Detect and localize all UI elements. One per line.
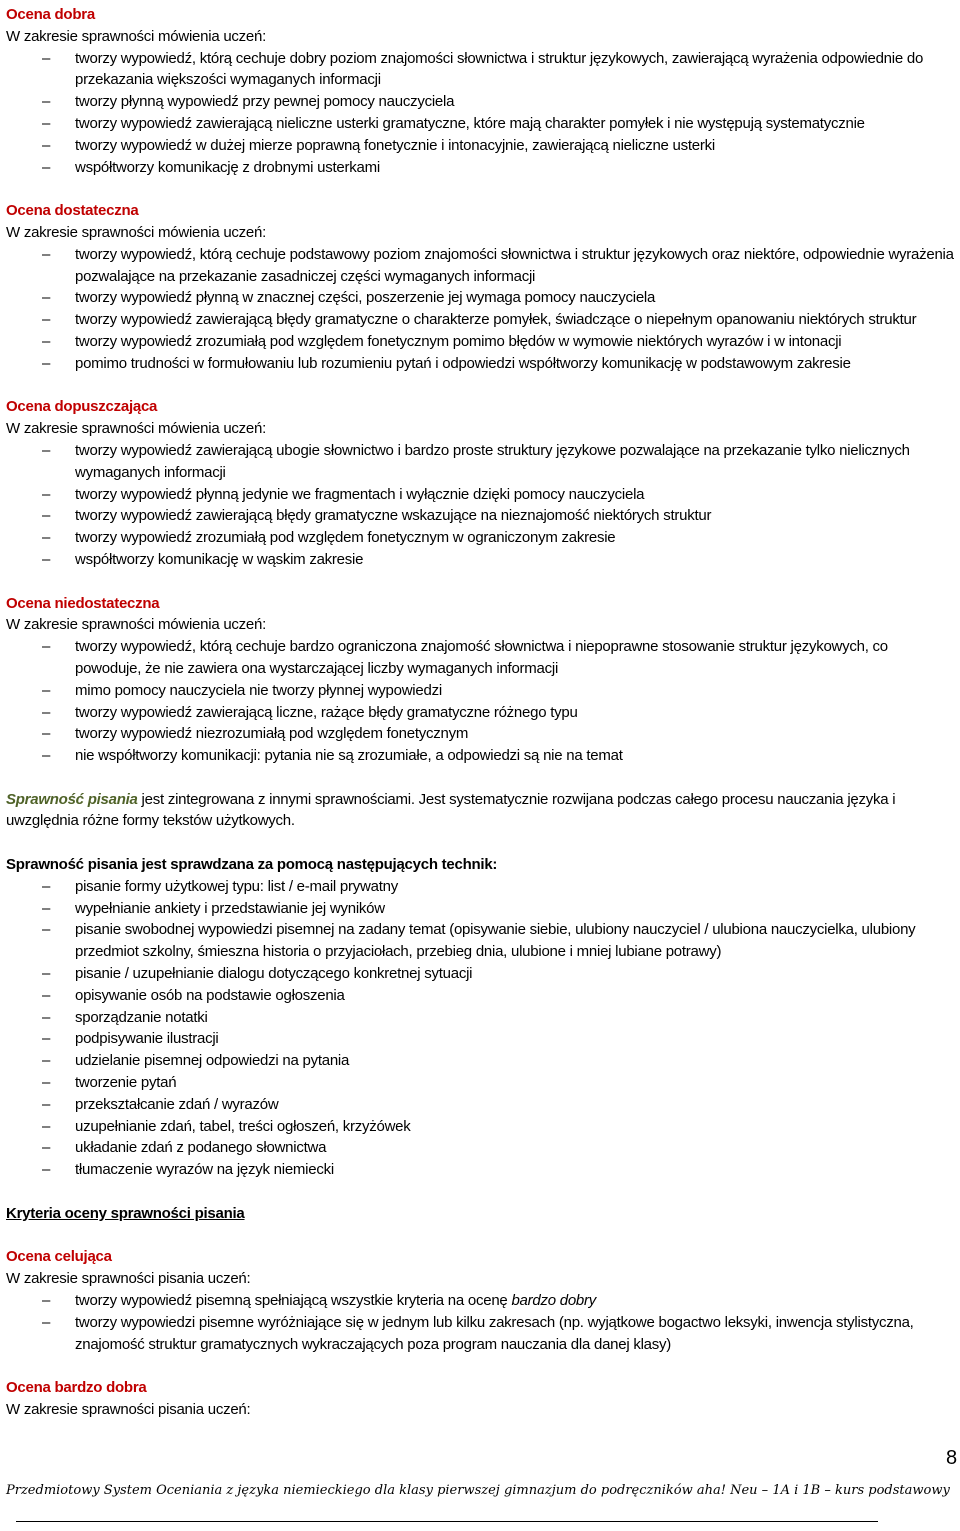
dash-marker: – bbox=[42, 1095, 51, 1113]
page-number: 8 bbox=[946, 1447, 958, 1469]
dash-marker: – bbox=[42, 899, 51, 917]
dash-marker: – bbox=[42, 529, 51, 547]
list-item bbox=[6, 505, 954, 527]
footer-rule bbox=[16, 1521, 878, 1522]
grade-section bbox=[6, 4, 954, 200]
grade-section bbox=[6, 200, 954, 396]
item-text: tłumaczenie wyrazów na język niemiecki bbox=[75, 1161, 334, 1179]
list-item bbox=[6, 1116, 954, 1138]
dash-marker: – bbox=[42, 747, 51, 765]
item-text: tworzy wypowiedź niezrozumiałą pod względem fonetycznym bbox=[75, 725, 469, 743]
item-text: uzupełnianie zdań, tabel, treści ogłoszeń, krzyżówek bbox=[75, 1117, 411, 1135]
dash-marker: – bbox=[42, 1313, 51, 1331]
grade-intro: W zakresie sprawności mówienia uczeń: bbox=[6, 616, 267, 634]
dash-marker: – bbox=[42, 1074, 51, 1092]
item-italic-text: bardzo dobry bbox=[511, 1292, 597, 1310]
list-item bbox=[6, 527, 954, 549]
item-text: tworzy wypowiedź pisemną spełniającą wszystkie kryteria na ocenę bbox=[75, 1292, 512, 1310]
list-item bbox=[6, 1007, 954, 1029]
list-item bbox=[6, 48, 954, 92]
item-text: nie współtworzy komunikacji: pytania nie są zrozumiałe, a odpowiedzi są nie na temat bbox=[75, 747, 623, 765]
list-item bbox=[6, 440, 954, 484]
dash-marker: – bbox=[42, 93, 51, 111]
criteria-list bbox=[6, 48, 954, 179]
dash-marker: – bbox=[42, 1139, 51, 1157]
item-text: tworzy wypowiedź zawierającą ubogie słownictwo i bardzo proste struktury językowe pozwalające na przekazanie tylko nielicznych wymaganych informacji bbox=[75, 441, 910, 481]
item-text: przekształcanie zdań / wyrazów bbox=[75, 1095, 279, 1113]
dash-marker: – bbox=[42, 485, 51, 503]
item-text: tworzy wypowiedź zrozumiałą pod względem fonetycznym w ograniczonym zakresie bbox=[75, 529, 616, 547]
list-item bbox=[6, 1072, 954, 1094]
item-text: pisanie / uzupełnianie dialogu dotyczącego konkretnej sytuacji bbox=[75, 965, 473, 983]
list-item bbox=[6, 985, 954, 1007]
dash-marker: – bbox=[42, 965, 51, 983]
dash-marker: – bbox=[42, 114, 51, 132]
dash-marker: – bbox=[42, 158, 51, 176]
criteria-heading: Kryteria oceny sprawności pisania bbox=[6, 1204, 245, 1222]
item-text: tworzy wypowiedź zawierającą nieliczne usterki gramatyczne, które mają charakter pomyłek i nie występują systematycznie bbox=[75, 114, 865, 132]
item-text: opisywanie osób na podstawie ogłoszenia bbox=[75, 986, 345, 1004]
celujaca-list bbox=[6, 1290, 954, 1355]
dash-marker: – bbox=[42, 311, 51, 329]
list-item bbox=[6, 723, 954, 745]
techniques-list bbox=[6, 876, 954, 1181]
page-footer: Przedmiotowy System Oceniania z języka niemieckiego dla klasy pierwszej gimnazjum do podręczników aha! Neu – 1A i 1B – kurs podstawowy bbox=[6, 1483, 950, 1498]
item-text: tworzy wypowiedź, którą cechuje dobry poziom znajomości słownictwa i struktur językowych, zawierającą wyrażenia odpowiednie do przekazania większości wymaganych informacji bbox=[75, 49, 924, 89]
writing-intro-paragraph bbox=[6, 789, 954, 833]
list-item bbox=[6, 963, 954, 985]
grade-section bbox=[6, 593, 954, 789]
item-text: mimo pomocy nauczyciela nie tworzy płynnej wypowiedzi bbox=[75, 681, 442, 699]
list-item bbox=[6, 113, 954, 135]
dash-marker: – bbox=[42, 1161, 51, 1179]
list-item bbox=[6, 680, 954, 702]
criteria-list bbox=[6, 440, 954, 571]
list-item bbox=[6, 876, 954, 898]
list-item bbox=[6, 636, 954, 680]
list-item bbox=[6, 484, 954, 506]
list-item bbox=[6, 1050, 954, 1072]
dash-marker: – bbox=[42, 289, 51, 307]
writing-term: Sprawność pisania bbox=[6, 790, 138, 808]
item-text: tworzy wypowiedzi pisemne wyróżniające się w jednym lub kilku zakresach (np. wyjątkowe bogactwo leksyki, inwencja stylistyczna, znajomość struktur gramatycznych wykraczających poza program nauczania dla danej klasy) bbox=[75, 1313, 914, 1353]
dash-marker: – bbox=[42, 136, 51, 154]
dash-marker: – bbox=[42, 681, 51, 699]
grade-heading: Ocena dopuszczająca bbox=[6, 398, 158, 416]
dash-marker: – bbox=[42, 49, 51, 67]
list-item bbox=[6, 135, 954, 157]
dash-marker: – bbox=[42, 1030, 51, 1048]
list-item bbox=[6, 1312, 954, 1356]
list-item bbox=[6, 1094, 954, 1116]
dash-marker: – bbox=[42, 638, 51, 656]
dash-marker: – bbox=[42, 441, 51, 459]
grade-heading-celujaca: Ocena celująca bbox=[6, 1248, 112, 1266]
dash-marker: – bbox=[42, 1052, 51, 1070]
dash-marker: – bbox=[42, 354, 51, 372]
item-text: tworzy wypowiedź zawierającą błędy gramatyczne o charakterze pomyłek, świadczące o niepełnym opanowaniu niektórych struktur bbox=[75, 311, 917, 329]
criteria-list bbox=[6, 244, 954, 375]
item-text: udzielanie pisemnej odpowiedzi na pytania bbox=[75, 1052, 350, 1070]
item-text: pomimo trudności w formułowaniu lub rozumieniu pytań i odpowiedzi współtworzy komunikację w podstawowym zakresie bbox=[75, 354, 851, 372]
dash-marker: – bbox=[42, 507, 51, 525]
document-body bbox=[6, 4, 954, 1421]
list-item bbox=[6, 549, 954, 571]
grade-intro: W zakresie sprawności mówienia uczeń: bbox=[6, 223, 267, 241]
grade-section bbox=[6, 396, 954, 592]
item-text: sporządzanie notatki bbox=[75, 1008, 208, 1026]
item-text: tworzy wypowiedź, którą cechuje bardzo ograniczona znajomość słownictwa i niepoprawne stosowanie struktur językowych, co powoduje, że nie zawiera ona wystarczającej liczby wymaganych informacji bbox=[75, 638, 888, 677]
list-item bbox=[6, 702, 954, 724]
dash-marker: – bbox=[42, 1008, 51, 1026]
dash-marker: – bbox=[42, 1292, 51, 1310]
item-text: pisanie swobodnej wypowiedzi pisemnej na zadany temat (opisywanie siebie, ulubiony nauczyciel / ulubiona nauczycielka, ulubiony przedmiot szkolny, śmieszna historia o przyjaciołach, przebieg dnia, ulubione i mniej lubiane potrawy) bbox=[75, 921, 916, 961]
grade-heading: Ocena niedostateczna bbox=[6, 594, 160, 612]
dash-marker: – bbox=[42, 703, 51, 721]
item-text: współtworzy komunikację z drobnymi usterkami bbox=[75, 158, 380, 176]
list-item bbox=[6, 287, 954, 309]
item-text: tworzy wypowiedź w dużej mierze poprawną fonetycznie i intonacyjnie, zawierającą nieliczne usterki bbox=[75, 136, 715, 154]
grade-intro-bardzo-dobra: W zakresie sprawności pisania uczeń: bbox=[6, 1401, 251, 1418]
item-text: pisanie formy użytkowej typu: list / e-mail prywatny bbox=[75, 877, 398, 895]
list-item bbox=[6, 898, 954, 920]
grade-intro-celujaca: W zakresie sprawności pisania uczeń: bbox=[6, 1270, 251, 1288]
item-text: podpisywanie ilustracji bbox=[75, 1030, 219, 1048]
list-item bbox=[6, 91, 954, 113]
list-item bbox=[6, 309, 954, 331]
dash-marker: – bbox=[42, 986, 51, 1004]
item-text: tworzy wypowiedź zrozumiałą pod względem fonetycznym pomimo błędów w wymowie niektórych wyrazów i w intonacji bbox=[75, 332, 842, 350]
item-text: układanie zdań z podanego słownictwa bbox=[75, 1139, 327, 1157]
grade-heading-bardzo-dobra: Ocena bardzo dobra bbox=[6, 1379, 147, 1397]
list-item bbox=[6, 353, 954, 375]
grade-heading: Ocena dostateczna bbox=[6, 202, 139, 220]
list-item bbox=[6, 157, 954, 179]
dash-marker: – bbox=[42, 725, 51, 743]
item-text: tworzy wypowiedź płynną jedynie we fragmentach i wyłącznie dzięki pomocy nauczyciela bbox=[75, 485, 645, 503]
item-text: wypełnianie ankiety i przedstawianie jej wyników bbox=[75, 899, 385, 917]
grade-heading: Ocena dobra bbox=[6, 6, 95, 23]
dash-marker: – bbox=[42, 921, 51, 939]
writing-intro-text: jest zintegrowana z innymi sprawnościami. Jest systematycznie rozwijana podczas całego procesu nauczania języka i uwzględnia różne formy tekstów użytkowych. bbox=[6, 790, 896, 830]
list-item bbox=[6, 1159, 954, 1181]
list-item bbox=[6, 244, 954, 288]
dash-marker: – bbox=[42, 550, 51, 568]
grade-intro: W zakresie sprawności mówienia uczeń: bbox=[6, 27, 267, 45]
list-item bbox=[6, 1028, 954, 1050]
dash-marker: – bbox=[42, 245, 51, 263]
list-item bbox=[6, 919, 954, 963]
item-text: tworzy wypowiedź zawierającą liczne, rażące błędy gramatyczne różnego typu bbox=[75, 703, 578, 721]
dash-marker: – bbox=[42, 332, 51, 350]
item-text: tworzenie pytań bbox=[75, 1074, 177, 1092]
list-item bbox=[6, 745, 954, 767]
item-text: tworzy płynną wypowiedź przy pewnej pomocy nauczyciela bbox=[75, 93, 455, 111]
dash-marker: – bbox=[42, 1117, 51, 1135]
item-text: współtworzy komunikację w wąskim zakresie bbox=[75, 550, 364, 568]
dash-marker: – bbox=[42, 877, 51, 895]
list-item bbox=[6, 1290, 954, 1312]
item-text: tworzy wypowiedź płynną w znacznej części, poszerzenie jej wymaga pomocy nauczyciela bbox=[75, 289, 656, 307]
item-text: tworzy wypowiedź, którą cechuje podstawowy poziom znajomości słownictwa i struktur językowych oraz niektóre, odpowiednie wyrażenia pozwalające na przekazanie zasadniczej części wymaganych informacji bbox=[75, 245, 954, 285]
criteria-list bbox=[6, 636, 954, 767]
list-item bbox=[6, 331, 954, 353]
techniques-heading: Sprawność pisania jest sprawdzana za pomocą następujących technik: bbox=[6, 856, 498, 874]
speaking-grade-sections bbox=[6, 4, 954, 789]
grade-intro: W zakresie sprawności mówienia uczeń: bbox=[6, 420, 267, 438]
item-text: tworzy wypowiedź zawierającą błędy gramatyczne wskazujące na nieznajomość niektórych struktur bbox=[75, 507, 712, 525]
list-item bbox=[6, 1137, 954, 1159]
